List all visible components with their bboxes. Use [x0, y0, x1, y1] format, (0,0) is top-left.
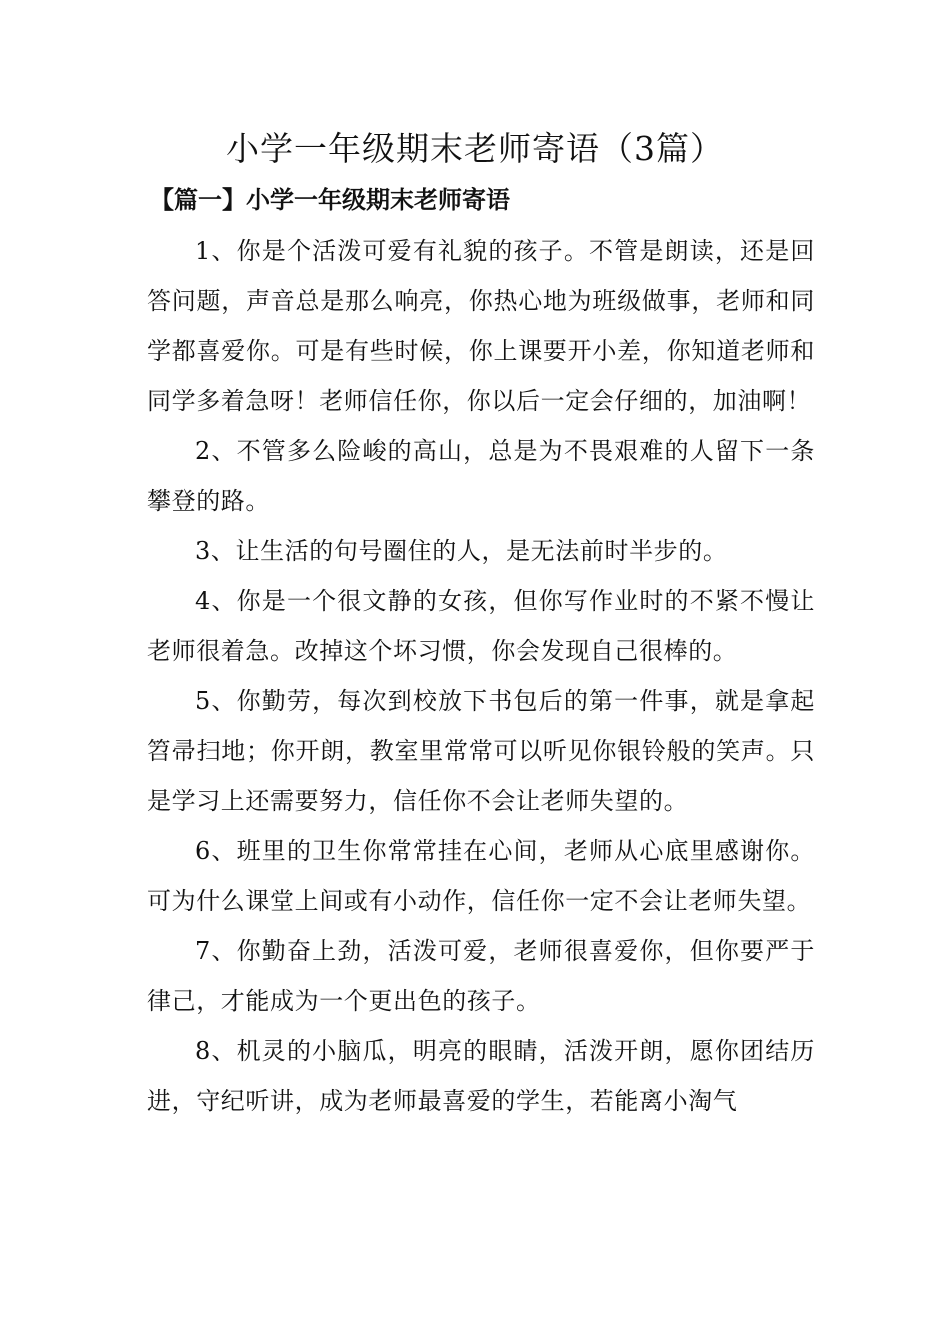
paragraph-1: 1、你是个活泼可爱有礼貌的孩子。不管是朗读，还是回答问题，声音总是那么响亮，你热心地为班级做事，老师和同学都喜爱你。可是有些时候，你上课要开小差，你知道老师和同学多着急呀！老师信任你，你以后一定会仔细的，加油啊！	[147, 237, 815, 415]
section-heading: 【篇一】小学一年级期末老师寄语	[150, 185, 510, 214]
paragraph-4: 4、你是一个很文静的女孩，但你写作业时的不紧不慢让老师很着急。改掉这个坏习惯，你会发现自己很棒的。	[147, 587, 815, 665]
paragraph-7: 7、你勤奋上劲，活泼可爱，老师很喜爱你，但你要严于律己，才能成为一个更出色的孩子。	[147, 937, 815, 1015]
paragraph-6: 6、班里的卫生你常常挂在心间，老师从心底里感谢你。可为什么课堂上间或有小动作，信任你一定不会让老师失望。	[147, 837, 815, 915]
document-title: 小学一年级期末老师寄语（3篇）	[226, 129, 724, 168]
document-body	[147, 226, 815, 1126]
paragraph-5: 5、你勤劳，每次到校放下书包后的第一件事，就是拿起笤帚扫地；你开朗，教室里常常可以听见你银铃般的笑声。只是学习上还需要努力，信任你不会让老师失望的。	[147, 687, 815, 815]
paragraph-8: 8、机灵的小脑瓜，明亮的眼睛，活泼开朗，愿你团结历进，守纪听讲，成为老师最喜爱的学生，若能离小淘气	[147, 1037, 815, 1115]
paragraph-2: 2、不管多么险峻的高山，总是为不畏艰难的人留下一条攀登的路。	[147, 437, 815, 515]
paragraph-3: 3、让生活的句号圈住的人，是无法前时半步的。	[195, 537, 728, 565]
